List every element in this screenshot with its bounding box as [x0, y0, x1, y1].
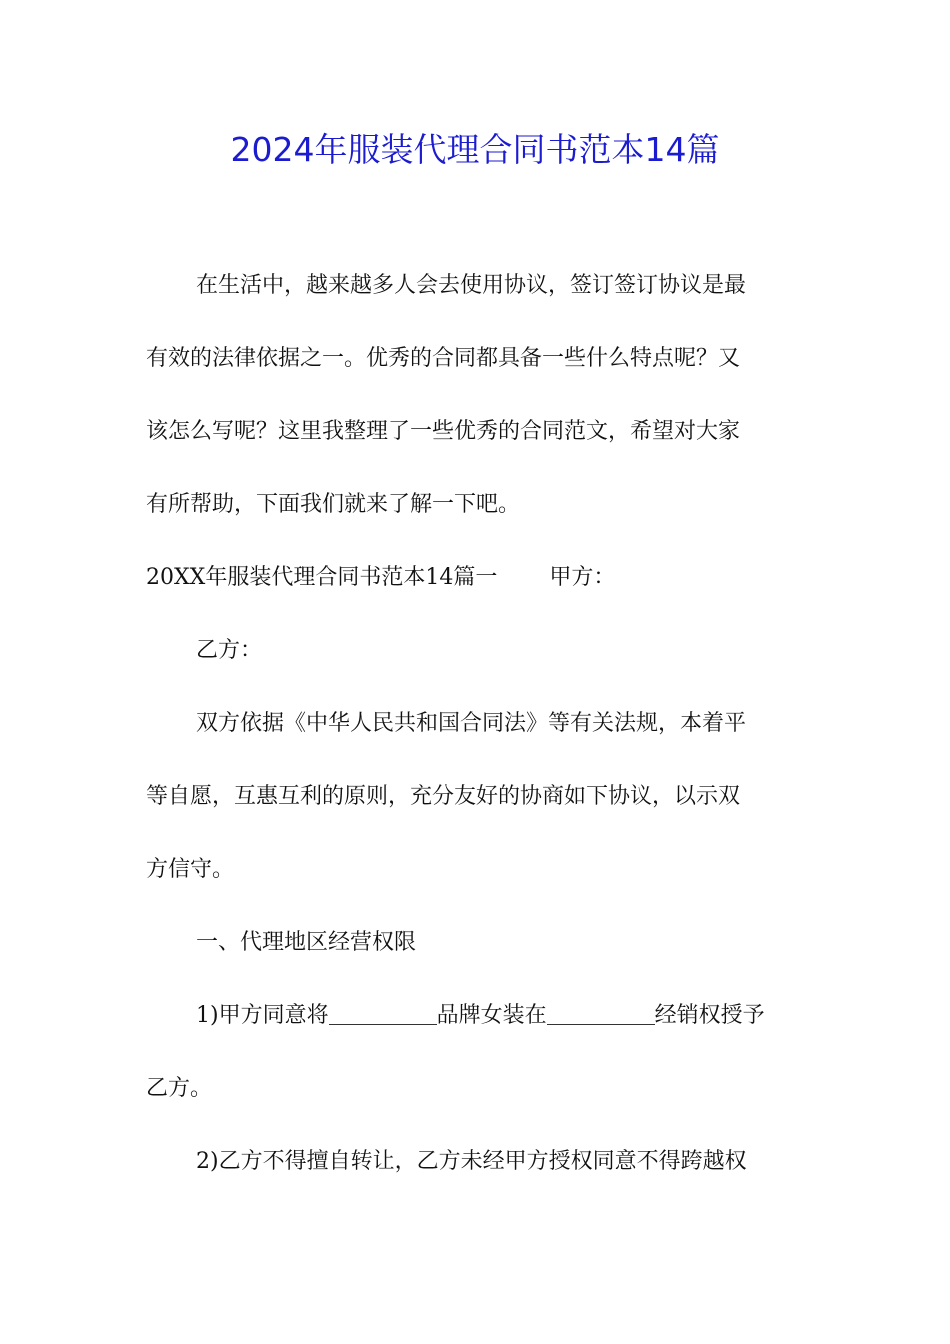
- document-title: 2024年服装代理合同书范本14篇: [230, 130, 720, 169]
- section-heading-line: [146, 554, 806, 602]
- clause-1-1-continuation: 乙方。: [146, 1076, 213, 1101]
- clause-1-2-line: 2)乙方不得擅自转让，乙方未经甲方授权同意不得跨越权: [196, 1149, 747, 1174]
- clause-1-1-line: [146, 992, 806, 1040]
- preamble-line-2: 等自愿，互惠互利的原则，充分友好的协商如下协议，以示双: [146, 784, 741, 809]
- party-b-label: 乙方：: [196, 638, 263, 663]
- document-body: [146, 262, 806, 1186]
- clause-1-1-part-c: 经销权授予: [654, 1003, 765, 1028]
- intro-line-3: 该怎么写呢？这里我整理了一些优秀的合同范文，希望对大家: [146, 419, 741, 444]
- clause-1-heading: 一、代理地区经营权限: [196, 930, 417, 955]
- intro-line-1: 在生活中，越来越多人会去使用协议，签订签订协议是最: [196, 273, 747, 298]
- region-blank: [547, 1002, 655, 1025]
- preamble-line-1: 双方依据《中华人民共和国合同法》等有关法规，本着平: [196, 711, 747, 736]
- preamble-line-3: 方信守。: [146, 857, 235, 882]
- section-heading: 20XX年服装代理合同书范本14篇一: [146, 565, 498, 590]
- intro-line-4: 有所帮助，下面我们就来了解一下吧。: [146, 492, 521, 517]
- intro-line-2: 有效的法律依据之一。优秀的合同都具备一些什么特点呢？又: [146, 346, 741, 371]
- brand-blank: [329, 1002, 437, 1025]
- party-a-label: 甲方：: [549, 565, 616, 590]
- clause-1-1-part-b: 品牌女装在: [436, 1003, 547, 1028]
- clause-1-1-part-a: 1)甲方同意将: [196, 1003, 329, 1028]
